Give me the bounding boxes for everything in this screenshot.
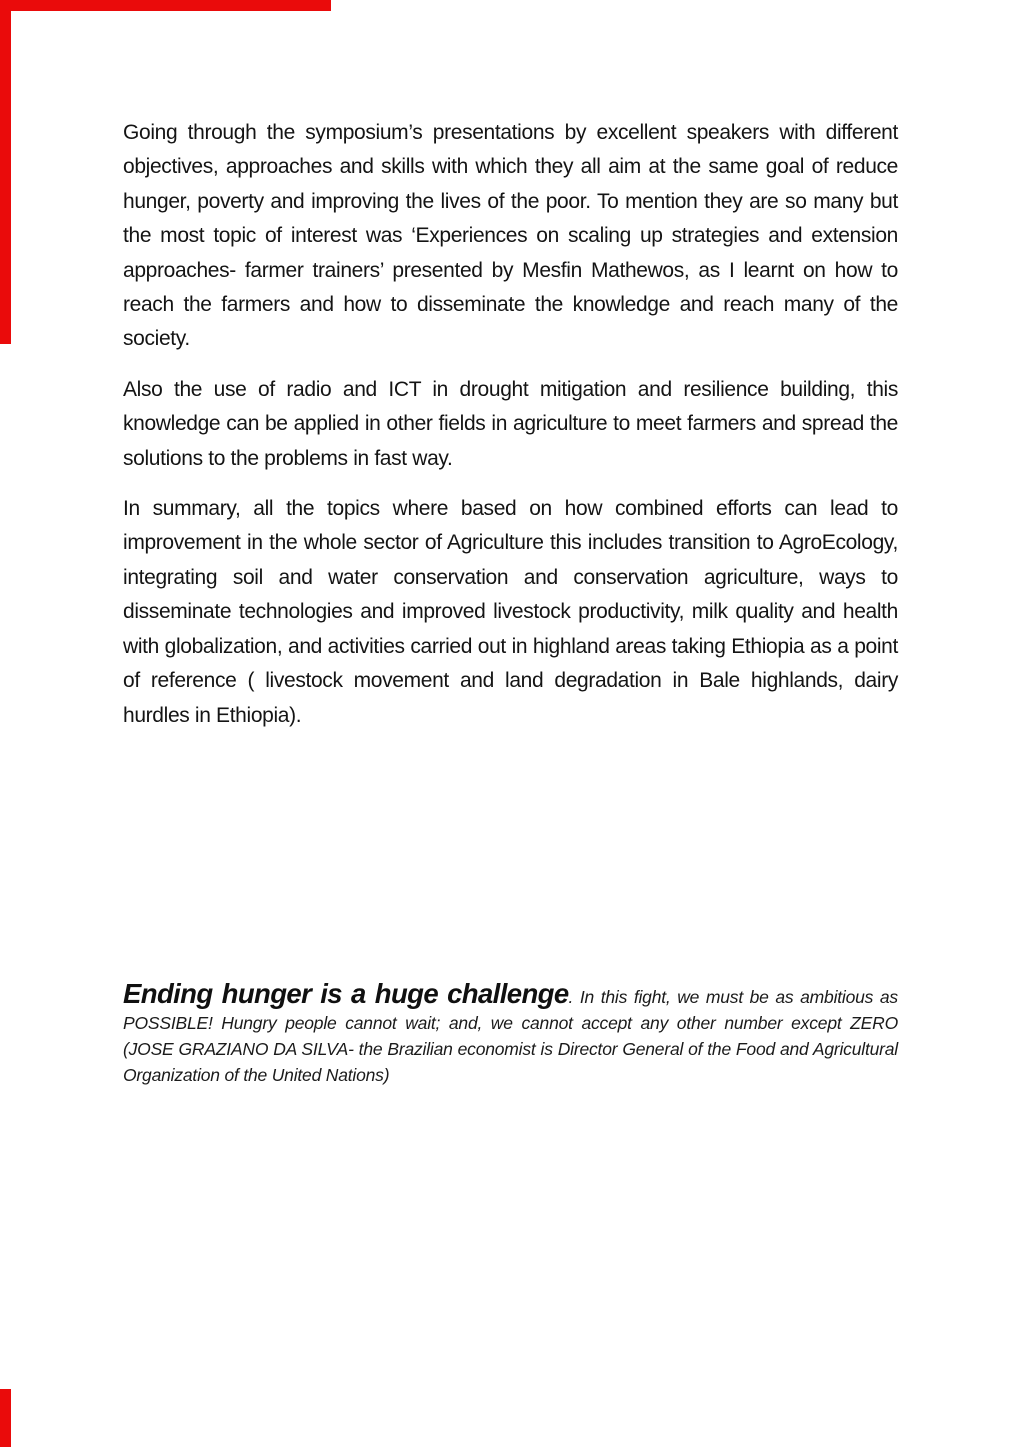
closing-headline: Ending hunger is a huge challenge <box>123 977 569 1009</box>
paragraph-radio-ict: Also the use of radio and ICT in drought mitigation and resilience building, this knowledge can be applied in other fields in agriculture to meet farmers and spread the solutions to the problems in fast way. <box>123 377 898 470</box>
closing-quote: . In this fight, we must be as ambitious as POSSIBLE! Hungry people cannot wait; and, we cannot accept any other number except ZERO (JOSE GRAZIANO DA SILVA- the Brazilian economist is Director General of the Food and Agricultural Organization of the United Nations) <box>123 986 898 1085</box>
paragraph-symposium-presentations: Going through the symposium’s presentations by excellent speakers with different objectives, approaches and skills with which they all aim at the same goal of reduce hunger, poverty and improving the lives of the poor. To mention they are so many but the most topic of interest was ‘Experiences on scaling up strategies and extension approaches- farmer trainers’ presented by Mesfin Mathewos, as I learnt on how to reach the farmers and how to disseminate the knowledge and reach many of the society. <box>123 121 898 351</box>
paragraph-summary: In summary, all the topics where based on how combined efforts can lead to improvement in the whole sector of Agriculture this includes transition to AgroEcology, integrating soil and water conservation and conservation agriculture, ways to disseminate technologies and improved livestock productivity, milk quality and health with globalization, and activities carried out in highland areas taking Ethiopia as a point of reference ( livestock movement and land degradation in Bale highlands, dairy hurdles in Ethiopia). <box>123 497 898 727</box>
page-edge-mark-left <box>0 0 11 344</box>
closing-statement <box>123 977 898 1088</box>
page-edge-mark-top <box>0 0 331 11</box>
page-edge-mark-bottom-left <box>0 1389 11 1447</box>
page-content <box>123 116 898 1104</box>
